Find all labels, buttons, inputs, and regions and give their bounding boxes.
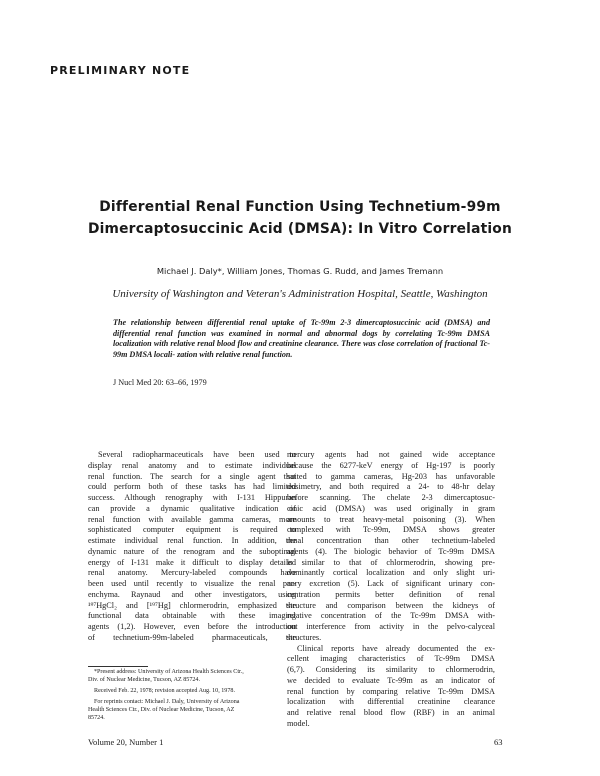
footnote-line: Div. of Nuclear Medicine, Tucson, AZ 85724. (88, 677, 200, 683)
body-line: nary excretion (5). Lack of significant urinary con- (287, 579, 495, 588)
body-line: energy of I-131 make it difficult to display detailed (88, 557, 296, 567)
footnote-rule (88, 666, 148, 667)
author-list: Michael J. Daly*, William Jones, Thomas G. Rudd, and James Tremann (156, 266, 444, 276)
footnotes (88, 668, 288, 722)
journal-citation: J Nucl Med 20: 63–66, 1979 (113, 378, 207, 387)
body-line: dosimetry, and both required a 24- to 48-hr delay (287, 482, 495, 492)
body-line: localization with differential creatinine clearance (287, 697, 495, 707)
body-line: dynamic nature of the renogram and the suboptimal (88, 546, 296, 556)
body-line: mercury agents had not gained wide acceptance (287, 450, 495, 459)
body-line: functional data obtainable with these imaging (88, 611, 296, 621)
body-line: complexed with Tc-99m, DMSA shows greater (287, 525, 495, 535)
abstract-line: The relationship between differential renal uptake of Tc-99m 2-3 dimercaptosuccinic (113, 318, 421, 327)
body-line: been used until recently to visualize the renal par- (88, 579, 296, 588)
abstract-line: dogs by correlating Tc-99m DMSA localization with relative renal blood flow and (113, 328, 490, 349)
body-column-left (88, 450, 296, 644)
abstract (113, 318, 490, 360)
body-line: structure and comparison between the kidneys of (287, 600, 495, 610)
body-line: enchyma. Raynaud and other investigators, using (88, 589, 296, 599)
footnote-line: *Present address: University of Arizona Health Sciences Ctr., (94, 669, 244, 675)
body-line: cinic acid (DMSA) was used originally in gram (287, 503, 495, 513)
body-line: ¹⁹⁷HgCl₂ and [¹⁹⁷Hg] chlormerodrin, emphasized the (88, 600, 296, 610)
article-title (0, 196, 600, 240)
body-line: display renal anatomy and to estimate individual (88, 460, 296, 470)
body-line: cellent imaging characteristics of Tc-99m DMSA (287, 654, 495, 664)
body-line: out interference from activity in the pelvo-calyceal (287, 622, 495, 631)
body-line: because the 6277-keV energy of Hg-197 is poorly (287, 460, 495, 470)
abstract-line: creatinine clearance. There was close correlation of fractional Tc-99m DMSA locali- (113, 339, 490, 359)
body-line: renal function by comparing relative Tc-99m DMSA (287, 686, 495, 696)
body-line: of technetium-99m-labeled pharmaceuticals, the (88, 632, 296, 642)
abstract-line: zation with relative renal function. (177, 349, 293, 359)
footnote-line: Health Sciences Ctr., Div. of Nuclear Medicine, Tucson, AZ (88, 707, 235, 713)
body-line: renal concentration than other technetium-labeled (287, 536, 495, 545)
body-line: dominantly cortical localization and only slight uri- (287, 568, 495, 578)
body-line: model. (287, 718, 310, 728)
body-line: Several radiopharmaceuticals have been used to (98, 450, 296, 459)
footnote-line: Received Feb. 22, 1978; revision accepted Aug. 10, 1978. (94, 688, 235, 694)
body-line: centration permits better definition of renal (287, 589, 495, 599)
title-line: Differential Renal Function Using Technetium-99m (99, 199, 501, 215)
body-column-right (287, 450, 495, 730)
body-line: estimate individual renal function. In addition, the (88, 536, 296, 545)
body-line: (6,7). Considering its similarity to chlormerodrin, (287, 665, 495, 674)
body-line: relative concentration of the Tc-99m DMSA with- (287, 611, 495, 621)
body-line: Clinical reports have already documented the ex- (297, 643, 495, 653)
section-label: PRELIMINARY NOTE (50, 64, 191, 77)
body-line: we decided to evaluate Tc-99m as an indicator of (287, 675, 495, 685)
body-line: and relative renal blood flow (RBF) in an animal (287, 708, 495, 717)
body-line: renal anatomy. Mercury-labeled compounds have (88, 568, 296, 578)
body-line: before scanning. The chelate 2-3 dimercaptosuc- (287, 493, 495, 502)
body-line: suited to gamma cameras, Hg-203 has unfavorable (287, 471, 495, 481)
body-line: is similar to that of chlormerodrin, showing pre- (287, 557, 495, 567)
footnote-line: For reprints contact: Michael J. Daly, University of Arizona (94, 699, 240, 705)
title-line: Dimercaptosuccinic Acid (DMSA): In Vitro Correlation (87, 221, 513, 237)
body-line: agents (4). The biologic behavior of Tc-99m DMSA (287, 546, 495, 556)
abstract-line: acid (DMSA) and differential renal function was examined in normal and abnormal (113, 318, 490, 338)
body-line: sophisticated computer equipment is required to (88, 525, 296, 535)
page-number: 63 (494, 737, 503, 747)
body-line: renal function. The search for a single agent that (88, 471, 296, 481)
body-line: can provide a dynamic qualitative indication of (88, 503, 296, 513)
volume-number: Volume 20, Number 1 (88, 737, 164, 747)
body-line: success. Although renography with I-131 Hippuran (88, 493, 296, 502)
body-line: could perform both of these tasks has had limited (88, 482, 296, 492)
footnote-line: 85724. (88, 715, 105, 721)
body-line: renal function with available gamma cameras, more (88, 514, 296, 524)
body-line: structures. (287, 632, 322, 642)
affiliation: University of Washington and Veteran's Administration Hospital, Seattle, Washington (112, 288, 488, 300)
body-line: agents (1,2). However, even before the introduction (88, 622, 296, 631)
body-line: amounts to treat heavy-metal poisoning (3). When (287, 514, 495, 524)
